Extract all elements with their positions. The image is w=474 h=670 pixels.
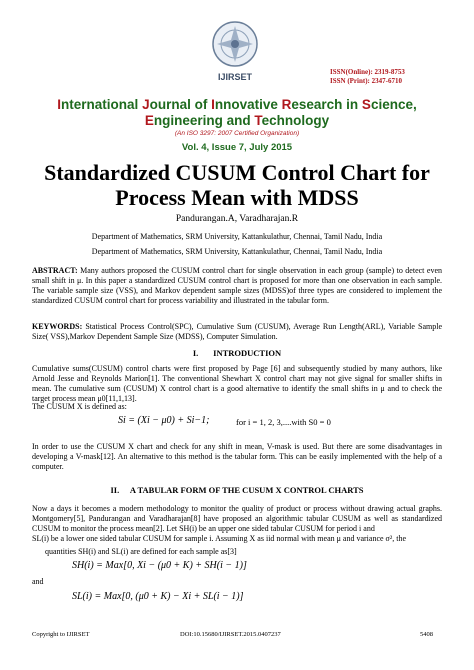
affiliation: Department of Mathematics, SRM University, Kattankulathur, Chennai, Tamil Nadu, India [91,232,383,241]
abstract-text: Many authors proposed the CUSUM control chart for single observation in each group (sample) to detect even small shift in μ. In this paper a standardized CUSUM control chart is proposed for more than one observation in each sample. The variable sample size (VSS), and Markov dependent sample sizes (MDSS)of three types are considered to implement the standardized CUSUM control chart for process variability and illustrated in the tabular form. [32,266,442,305]
keywords [32,322,442,342]
footer-copyright: Copyright to IJIRSET [32,631,90,638]
issn-print: ISSN (Print): 2347-6710 [330,77,402,85]
cap-letter: T [254,113,262,128]
issn-online: ISSN(Online): 2319-8753 [330,68,405,76]
journal-word: ournal of [149,97,212,112]
cusum-definition: The CUSUM X is defined as: [32,402,127,411]
intro-paragraph: Cumulative sums(CUSUM) control charts were first proposed by Page [6] and subsequently studied by many authors, like Arnold Jesse and Reynolds Marion[1]. The conventional Shewhart X control chart may not give signal for smaller shifts in mean. The cumulative sum (CUSUM) X control chart is a good alternative to identify the small shifts in μ and to check the target process mean μ0[11,1,13]. [32,364,442,403]
vmask-paragraph: In order to use the CUSUM X chart and check for any shift in mean, V-mask is used. But there are some disadvantages in developing a V-mask[12]. An alternative to this method is the tabular form. This can be easily implemented with the help of a computer. [32,442,442,471]
journal-word: cience, [370,97,417,112]
equation-1: Si = (Xi − μ0) + Si−1; [118,415,210,426]
cap-letter: E [144,113,154,128]
footer-doi: DOI:10.15680/IJIRSET.2015.0407237 [180,631,281,638]
equation-sh: SH(i) = Max[0, Xi − (μ0 + K) + SH(i − 1)] [72,560,247,571]
cap-letter: I [57,97,62,112]
logo-text: IJIRSET [217,72,253,82]
journal-title-line1 [20,96,454,113]
journal-word: echnology [261,113,330,128]
journal-logo [206,16,264,86]
section-heading [0,348,474,358]
keywords-text: Statistical Process Control(SPC), Cumulative Sum (CUSUM), Average Run Length(ARL), Variable Sample Size( VSS),Markov Dependent Sample Size (MDSS), Computer Simulation. [32,322,442,341]
section-number: I. [192,348,199,358]
keywords-label: KEYWORDS: [32,322,83,331]
issn-block [330,68,405,86]
tabular-paragraph: Now a days it becomes a modern methodology to monitor the quality of product or process without drawing actual graphs. Montgomery[5], Pandurangan and Varadharajan[8] have proposed an algorithmic tabular CUSUM as well as standardized CUSUM to monitor the process mean[2]. Let SH(i) be an upper one sided tabular CUSUM for period i and [32,504,442,533]
title-line: Standardized CUSUM Control Chart for [44,160,430,185]
section-title: A TABULAR FORM OF THE CUSUM X CONTROL CHARTS [129,485,364,495]
logo-emblem-icon [206,16,264,86]
section-title: INTRODUCTION [213,348,282,358]
cap-letter: R [281,97,292,112]
footer-page-number: 5408 [420,631,433,638]
journal-word: esearch in [291,97,362,112]
iso-note: (An ISO 3297: 2007 Certified Organization) [174,130,300,137]
authors: Pandurangan.A, Varadharajan.R [175,214,299,224]
and-word: and [32,577,44,586]
journal-title-line2 [20,112,454,129]
volume-issue: Vol. 4, Issue 7, July 2015 [181,142,293,153]
abstract-label: ABSTRACT: [32,266,78,275]
title-line: Process Mean with MDSS [115,185,359,210]
journal-word: ngineering and [153,113,255,128]
abstract [32,266,442,306]
equation-1-condition: for i = 1, 2, 3,....with S0 = 0 [236,417,331,427]
journal-word: nternational [61,97,143,112]
journal-word: nnovative [214,97,282,112]
quantities-line: quantities SH(i) and SL(i) are defined for each sample as[3] [45,547,237,556]
cap-letter: S [361,97,371,112]
paper-title [0,160,474,210]
section-heading [0,485,474,495]
affiliation: Department of Mathematics, SRM University, Kattankulathur, Chennai, Tamil Nadu, India [91,247,383,256]
cap-letter: J [142,97,150,112]
cap-letter: I [211,97,215,112]
section-number: II. [110,485,120,495]
equation-sl: SL(i) = Max[0, (μ0 + K) − Xi + SL(i − 1)] [72,591,244,602]
tabular-paragraph-2: SL(i) be a lower one sided tabular CUSUM for sample i. Assuming X as iid normal with mean μ and variance σ², the [32,534,407,543]
